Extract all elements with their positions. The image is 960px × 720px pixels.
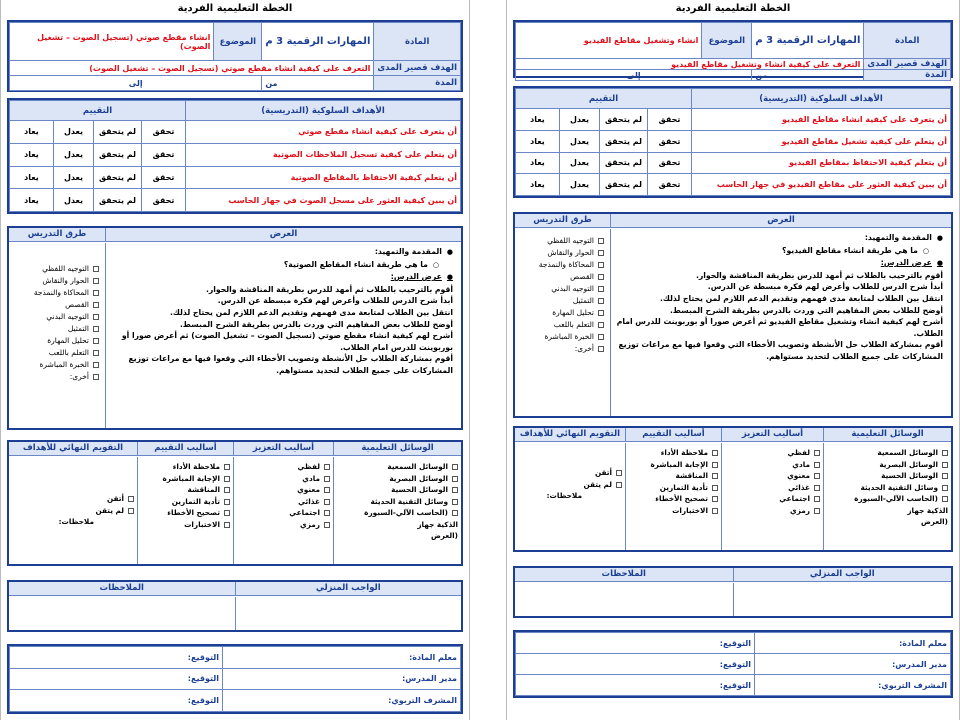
reinforce-item[interactable]: اجتماعي: [237, 507, 330, 519]
tools-columns: [9, 457, 461, 564]
objective-item: أن يتعلم كيفية الاحتفاظ بالمقاطع الصوتية: [186, 166, 461, 189]
checkbox-icon[interactable]: [128, 508, 134, 514]
homework-field[interactable]: [733, 583, 952, 616]
eval-achieved[interactable]: تحقق: [648, 174, 692, 196]
to-label: إلى: [516, 70, 752, 81]
subject-value: المهارات الرقمية 3 م: [752, 23, 864, 59]
checkbox-icon[interactable]: [128, 496, 134, 502]
assess-item[interactable]: الاختبارات: [141, 519, 230, 531]
method-item[interactable]: التعلم باللعب: [9, 347, 99, 359]
from-label: من: [262, 76, 374, 91]
lesson-line: أوضح للطلاب بعض المفاهيم التي وردت بالدرس بطريقة الشرح المبسط.: [670, 305, 943, 315]
page-title: الخطة التعليمية الفردية: [675, 3, 791, 14]
checkbox-icon[interactable]: [712, 485, 718, 491]
tools-header: الوسائل التعليمية: [823, 428, 951, 441]
checkbox-icon[interactable]: [942, 473, 948, 479]
method-item[interactable]: التوجيه البدني: [9, 311, 99, 323]
teacher-label: معلم المادة:: [755, 633, 951, 654]
tool-item[interactable]: الوسائل الحسية: [337, 484, 458, 496]
assess-header: أساليب التقييم: [625, 428, 721, 441]
checkbox-icon[interactable]: [93, 338, 99, 344]
teacher-label: معلم المادة:: [223, 647, 461, 669]
eval-repeat[interactable]: يعاد: [516, 174, 560, 196]
method-item[interactable]: التوجيه البدني: [515, 283, 604, 295]
checkbox-icon[interactable]: [324, 510, 330, 516]
signature-field[interactable]: التوقيع:: [10, 647, 223, 669]
homework-header-row: [9, 582, 461, 596]
checkbox-icon[interactable]: [598, 346, 604, 352]
checkbox-icon[interactable]: [598, 298, 604, 304]
checkbox-icon[interactable]: [324, 476, 330, 482]
duration-label: المدة: [374, 76, 461, 91]
homework-field[interactable]: [235, 597, 462, 630]
checkbox-icon[interactable]: [814, 508, 820, 514]
eval-not-achieved[interactable]: لم يتحقق: [94, 166, 142, 189]
homework-header-row: [515, 568, 951, 582]
eval-achieved[interactable]: تحقق: [142, 143, 186, 166]
eval-not-achieved[interactable]: لم يتحقق: [94, 121, 142, 144]
reinforce-item[interactable]: غذائي: [237, 496, 330, 508]
method-item[interactable]: أخرى:: [515, 343, 604, 355]
tool-item[interactable]: (الحاسب الآلي-السبورة: [827, 493, 948, 505]
method-item[interactable]: التوجيه اللفظي: [515, 235, 604, 247]
checkbox-icon[interactable]: [324, 499, 330, 505]
lesson-line: أبدأ شرح الدرس للطلاب وأعرض لهم فكرة مبسطة عن الدرس.: [217, 296, 453, 306]
objectives-box: [7, 98, 463, 214]
final-eval-item[interactable]: لم يتقن: [518, 479, 622, 491]
checkbox-icon[interactable]: [598, 322, 604, 328]
eval-not-achieved[interactable]: لم يتحقق: [600, 109, 648, 131]
tool-item: (العرض: [920, 517, 948, 526]
homework-notes-area: [9, 597, 461, 630]
lesson-heading: ● عرض الدرس:: [615, 257, 943, 270]
final-eval-item[interactable]: أتقن: [12, 493, 134, 505]
eval-repeat[interactable]: يعاد: [10, 166, 54, 189]
checkbox-icon[interactable]: [93, 350, 99, 356]
checkbox-icon[interactable]: [324, 522, 330, 528]
checkbox-icon[interactable]: [224, 464, 230, 470]
lesson-line: أقوم بالترحيب بالطلاب ثم أمهد للدرس بطريقة المناقشة والحوار.: [695, 270, 943, 280]
homework-header: الواجب المنزلي: [235, 582, 462, 595]
checkbox-icon[interactable]: [598, 310, 604, 316]
checkbox-icon[interactable]: [93, 314, 99, 320]
eval-achieved[interactable]: تحقق: [142, 166, 186, 189]
subject-value: المهارات الرقمية 3 م: [262, 23, 374, 61]
method-item[interactable]: القصص: [515, 271, 604, 283]
signature-field[interactable]: التوقيع:: [516, 654, 755, 675]
tools-header-row: [9, 442, 461, 456]
checkbox-icon[interactable]: [93, 278, 99, 284]
short-goal-value: التعرف على كيفية انشاء وتشغيل مقاطع الفيديو: [516, 59, 864, 70]
eval-repeat[interactable]: يعاد: [516, 130, 560, 152]
lesson-heading: ● عرض الدرس:: [110, 271, 453, 284]
eval-achieved[interactable]: تحقق: [648, 152, 692, 174]
assess-item[interactable]: تصحيح الأخطاء: [629, 493, 718, 505]
topic-value: انشاء وتشغيل مقاطع الفيديو: [516, 23, 702, 59]
checkbox-icon[interactable]: [452, 476, 458, 482]
tools-list: [333, 457, 461, 564]
assess-item[interactable]: الاختبارات: [629, 505, 718, 517]
eval-not-achieved[interactable]: لم يتحقق: [600, 130, 648, 152]
objective-item: أن يتعلم على كيفية تسجيل الملاحظات الصوتية: [186, 143, 461, 166]
method-item[interactable]: تحليل المهارة: [9, 335, 99, 347]
checkbox-icon[interactable]: [93, 290, 99, 296]
tools-columns: [515, 443, 951, 550]
page-title: الخطة التعليمية الفردية: [177, 3, 293, 14]
checkbox-icon[interactable]: [224, 510, 230, 516]
from-label: من: [752, 70, 864, 81]
homework-box: [7, 580, 463, 632]
objective-item: أن يتعلم كيفية الاحتفاظ بمقاطع الفيديو: [692, 152, 951, 174]
checkbox-icon[interactable]: [224, 522, 230, 528]
checkbox-icon[interactable]: [942, 485, 948, 491]
reinforce-header: أساليب التعزيز: [721, 428, 823, 441]
lesson-line: أقوم بالترحيب بالطلاب ثم أمهد للدرس بطريقة المناقشة والحوار.: [205, 284, 453, 294]
lesson-line: انتقل بين الطلاب لمتابعة مدى فهمهم وتقديم الدعم اللازم لمن يحتاج لذلك.: [169, 307, 453, 317]
subject-label: المادة: [864, 23, 951, 59]
eval-modify[interactable]: يعدل: [560, 174, 600, 196]
lesson-line: أشرح لهم كيفية انشاء وتشغيل مقاطع الفيديو ثم أعرض صورا أو بوربوينت للدرس امام الطلاب.: [616, 317, 943, 338]
method-item[interactable]: الحوار والنقاش: [515, 247, 604, 259]
homework-notes-area: [515, 583, 951, 616]
header-info-box: [7, 20, 463, 92]
checkbox-icon[interactable]: [942, 462, 948, 468]
short-goal-value: التعرف على كيفية انشاء مقطع صوتي (تسجيل الصوت – تشغيل الصوت): [10, 61, 374, 76]
remarks-label: ملاحظات:: [58, 517, 94, 526]
lesson-content: [611, 229, 951, 416]
checkbox-icon[interactable]: [814, 496, 820, 502]
assess-item[interactable]: تأدية التمارين: [629, 482, 718, 494]
eval-repeat[interactable]: يعاد: [516, 109, 560, 131]
reinforce-item[interactable]: معنوي: [725, 470, 820, 482]
reinforce-item[interactable]: مادي: [237, 473, 330, 485]
eval-repeat[interactable]: يعاد: [10, 143, 54, 166]
assess-header: أساليب التقييم: [137, 442, 233, 455]
eval-modify[interactable]: يعدل: [54, 166, 94, 189]
plan-page-left: [0, 0, 470, 720]
short-goal-label: الهدف قصير المدى: [374, 61, 461, 76]
short-goal-label: الهدف قصير المدى: [864, 59, 951, 70]
signatures-box: [513, 630, 953, 698]
objectives-header: الأهداف السلوكية (التدريسية): [692, 89, 951, 109]
topic-value: انشاء مقطع صوتي (تسجيل الصوت – تشغيل الصوت): [10, 23, 214, 61]
homework-header: الواجب المنزلي: [733, 568, 952, 581]
eval-not-achieved[interactable]: لم يتحقق: [600, 174, 648, 196]
evaluation-header: التقييم: [10, 101, 186, 121]
checkbox-icon[interactable]: [598, 274, 604, 280]
eval-modify[interactable]: يعدل: [560, 152, 600, 174]
signature-field[interactable]: التوقيع:: [10, 690, 223, 712]
checkbox-icon[interactable]: [712, 473, 718, 479]
eval-modify[interactable]: يعدل: [560, 130, 600, 152]
checkbox-icon[interactable]: [324, 464, 330, 470]
eval-modify[interactable]: يعدل: [54, 189, 94, 212]
checkbox-icon[interactable]: [452, 499, 458, 505]
method-item[interactable]: القصص: [9, 299, 99, 311]
intro-heading: ● المقدمة والتمهيد:: [615, 232, 943, 245]
checkbox-icon[interactable]: [598, 286, 604, 292]
eval-modify[interactable]: يعدل: [54, 143, 94, 166]
tool-item: الذكية جهاز: [907, 505, 948, 515]
lesson-line: أبدأ شرح الدرس للطلاب وأعرض لهم فكرة مبسطة عن الدرس.: [707, 282, 943, 292]
checkbox-icon[interactable]: [814, 473, 820, 479]
checkbox-icon[interactable]: [452, 510, 458, 516]
tool-item[interactable]: وسائل التقنية الحديثة: [827, 482, 948, 494]
supervisor-label: المشرف التربوي:: [223, 690, 461, 712]
checkbox-icon[interactable]: [93, 266, 99, 272]
method-item[interactable]: المحاكاة والنمذجة: [515, 259, 604, 271]
checkbox-icon[interactable]: [224, 487, 230, 493]
topic-label: الموضوع: [214, 23, 262, 61]
tools-box: [513, 426, 953, 552]
checkbox-icon[interactable]: [814, 485, 820, 491]
presentation-box: [7, 226, 463, 430]
eval-achieved[interactable]: تحقق: [142, 189, 186, 212]
signature-field[interactable]: التوقيع:: [10, 668, 223, 690]
eval-modify[interactable]: يعدل: [560, 109, 600, 131]
final-eval-list: [9, 457, 137, 564]
reinforce-header: أساليب التعزيز: [233, 442, 333, 455]
assess-item[interactable]: المناقشة: [629, 470, 718, 482]
assess-item[interactable]: تأدية التمارين: [141, 496, 230, 508]
eval-repeat[interactable]: يعاد: [10, 189, 54, 212]
assess-item[interactable]: الإجابة المباشرة: [629, 459, 718, 471]
checkbox-icon[interactable]: [942, 496, 948, 502]
notes-field[interactable]: [515, 583, 733, 616]
method-item[interactable]: التعلم باللعب: [515, 319, 604, 331]
final-eval-header: التقويم النهائي للأهداف: [22, 443, 124, 453]
header-info-box: [513, 20, 953, 78]
lesson-line: أشرح لهم كيفية انشاء مقطع صوتي (تسجيل الصوت – تشغيل الصوت) ثم أعرض صورا أو بوربوينت للدرس امام الطلاب.: [121, 331, 453, 352]
director-label: مدير المدرس:: [755, 654, 951, 675]
reinforce-item[interactable]: مادي: [725, 459, 820, 471]
presentation-header-row: [9, 228, 461, 242]
tools-header: الوسائل التعليمية: [333, 442, 461, 455]
method-item[interactable]: أخرى:: [9, 371, 99, 383]
checkbox-icon[interactable]: [814, 462, 820, 468]
method-item[interactable]: المحاكاة والنمذجة: [9, 287, 99, 299]
assess-item[interactable]: تصحيح الأخطاء: [141, 507, 230, 519]
eval-not-achieved[interactable]: لم يتحقق: [600, 152, 648, 174]
final-eval-list: [515, 443, 625, 550]
tools-list: [823, 443, 951, 550]
reinforce-item[interactable]: معنوي: [237, 484, 330, 496]
methods-list: [9, 243, 106, 428]
method-item[interactable]: الخبرة المباشرة: [515, 331, 604, 343]
checkbox-icon[interactable]: [616, 470, 622, 476]
lesson-content: [106, 243, 461, 428]
plan-page-right: [506, 0, 960, 720]
assess-item[interactable]: ملاحظة الأداء: [141, 461, 230, 473]
checkbox-icon[interactable]: [598, 334, 604, 340]
eval-not-achieved[interactable]: لم يتحقق: [94, 189, 142, 212]
presentation-header: العرض: [105, 228, 461, 241]
method-item[interactable]: التمثيل: [515, 295, 604, 307]
checkbox-icon[interactable]: [93, 374, 99, 380]
signatures-box: [7, 644, 463, 714]
presentation-box: [513, 212, 953, 418]
reinforce-list: [233, 457, 333, 564]
method-item[interactable]: الحوار والنقاش: [9, 275, 99, 287]
checkbox-icon[interactable]: [93, 302, 99, 308]
checkbox-icon[interactable]: [224, 499, 230, 505]
reinforce-item[interactable]: اجتماعي: [725, 493, 820, 505]
reinforce-item[interactable]: لفظي: [237, 461, 330, 473]
assess-list: [137, 457, 233, 564]
assess-item[interactable]: المناقشة: [141, 484, 230, 496]
assess-list: [625, 443, 721, 550]
tools-header-row: [515, 428, 951, 442]
signature-field[interactable]: التوقيع:: [516, 633, 755, 654]
tool-item[interactable]: الوسائل الحسية: [827, 470, 948, 482]
tool-item: (العرض: [430, 531, 458, 540]
tool-item[interactable]: وسائل التقنية الحديثة: [337, 496, 458, 508]
lesson-line: أقوم بمشاركة الطلاب حل الأنشطة وتصويب الأخطاء التي وقعوا فيها مع مراعات توزيع المشاركات على جميع الطلاب لتحديد مستواهم.: [618, 340, 943, 361]
final-eval-item[interactable]: أتقن: [518, 467, 622, 479]
objective-item: أن يتعلم على كيفية تشغيل مقاطع الفيديو: [692, 130, 951, 152]
subject-label: المادة: [374, 23, 461, 61]
evaluation-header: التقييم: [516, 89, 692, 109]
checkbox-icon[interactable]: [93, 362, 99, 368]
supervisor-label: المشرف التربوي:: [755, 675, 951, 696]
reinforce-item[interactable]: رمزي: [725, 505, 820, 517]
checkbox-icon[interactable]: [712, 496, 718, 502]
reinforce-item[interactable]: رمزي: [237, 519, 330, 531]
checkbox-icon[interactable]: [616, 482, 622, 488]
tool-item: الذكية جهاز: [417, 519, 458, 529]
reinforce-item[interactable]: غذائي: [725, 482, 820, 494]
eval-achieved[interactable]: تحقق: [142, 121, 186, 144]
checkbox-icon[interactable]: [598, 238, 604, 244]
final-eval-header: التقويم النهائي للأهداف: [519, 429, 621, 439]
tool-item[interactable]: الوسائل السمعية: [827, 447, 948, 459]
notes-header: الملاحظات: [601, 569, 646, 579]
objective-item: أن يبين كيفية العثور على مسجل الصوت في جهاز الحاسب: [186, 189, 461, 212]
eval-achieved[interactable]: تحقق: [648, 109, 692, 131]
checkbox-icon[interactable]: [93, 326, 99, 332]
presentation-header: العرض: [610, 214, 951, 227]
checkbox-icon[interactable]: [598, 250, 604, 256]
checkbox-icon[interactable]: [942, 450, 948, 456]
tool-item[interactable]: الوسائل البصرية: [827, 459, 948, 471]
objectives-header: الأهداف السلوكية (التدريسية): [186, 101, 461, 121]
checkbox-icon[interactable]: [712, 450, 718, 456]
intro-heading: ● المقدمة والتمهيد:: [110, 246, 453, 259]
method-item[interactable]: التوجيه اللفظي: [9, 263, 99, 275]
method-item[interactable]: التمثيل: [9, 323, 99, 335]
remarks-label: ملاحظات:: [546, 491, 582, 500]
checkbox-icon[interactable]: [712, 462, 718, 468]
objective-item: أن يتعرف على كيفية انشاء مقاطع الفيديو: [692, 109, 951, 131]
checkbox-icon[interactable]: [224, 476, 230, 482]
director-label: مدير المدرس:: [223, 668, 461, 690]
reinforce-item[interactable]: لفظي: [725, 447, 820, 459]
lesson-line: انتقل بين الطلاب لمتابعة مدى فهمهم وتقديم الدعم اللازم لمن يحتاج لذلك.: [659, 293, 943, 303]
presentation-header-row: [515, 214, 951, 228]
tool-item[interactable]: الوسائل السمعية: [337, 461, 458, 473]
checkbox-icon[interactable]: [598, 262, 604, 268]
objective-item: أن يبين كيفية العثور على مقاطع الفيديو في جهاز الحاسب: [692, 174, 951, 196]
checkbox-icon[interactable]: [712, 508, 718, 514]
to-label: إلى: [10, 76, 262, 91]
checkbox-icon[interactable]: [452, 487, 458, 493]
eval-achieved[interactable]: تحقق: [648, 130, 692, 152]
intro-question: ○ ما هي طريقة انشاء مقاطع الفيديو؟: [615, 245, 929, 258]
eval-repeat[interactable]: يعاد: [10, 121, 54, 144]
assess-item[interactable]: ملاحظة الأداء: [629, 447, 718, 459]
topic-label: الموضوع: [702, 23, 752, 59]
method-item[interactable]: الخبرة المباشرة: [9, 359, 99, 371]
objective-item: أن يتعرف على كيفية انشاء مقطع صوتي: [186, 121, 461, 144]
eval-not-achieved[interactable]: لم يتحقق: [94, 143, 142, 166]
lesson-line: أقوم بمشاركة الطلاب حل الأنشطة وتصويب الأخطاء التي وقعوا فيها مع مراعات توزيع المشاركات على جميع الطلاب لتحديد مستواهم.: [128, 354, 453, 375]
tool-item[interactable]: الوسائل البصرية: [337, 473, 458, 485]
checkbox-icon[interactable]: [814, 450, 820, 456]
objectives-box: [513, 86, 953, 198]
checkbox-icon[interactable]: [324, 487, 330, 493]
reinforce-list: [721, 443, 823, 550]
lesson-line: أوضح للطلاب بعض المفاهيم التي وردت بالدرس بطريقة الشرح المبسط.: [180, 319, 453, 329]
assess-item[interactable]: الإجابة المباشرة: [141, 473, 230, 485]
eval-modify[interactable]: يعدل: [54, 121, 94, 144]
tool-item[interactable]: (الحاسب الآلي-السبورة: [337, 507, 458, 519]
intro-question: ○ ما هي طريقة انشاء المقاطع الصوتية؟: [110, 259, 439, 272]
methods-header: طرق التدريس: [533, 215, 592, 225]
duration-label: المدة: [864, 70, 951, 81]
notes-field[interactable]: [9, 597, 235, 630]
signature-field[interactable]: التوقيع:: [516, 675, 755, 696]
tools-box: [7, 440, 463, 566]
method-item[interactable]: تحليل المهارة: [515, 307, 604, 319]
eval-repeat[interactable]: يعاد: [516, 152, 560, 174]
notes-header: الملاحظات: [99, 583, 144, 593]
homework-box: [513, 566, 953, 618]
methods-header: طرق التدريس: [27, 229, 87, 239]
checkbox-icon[interactable]: [452, 464, 458, 470]
methods-list: [515, 229, 611, 416]
final-eval-item[interactable]: لم يتقن: [12, 505, 134, 517]
